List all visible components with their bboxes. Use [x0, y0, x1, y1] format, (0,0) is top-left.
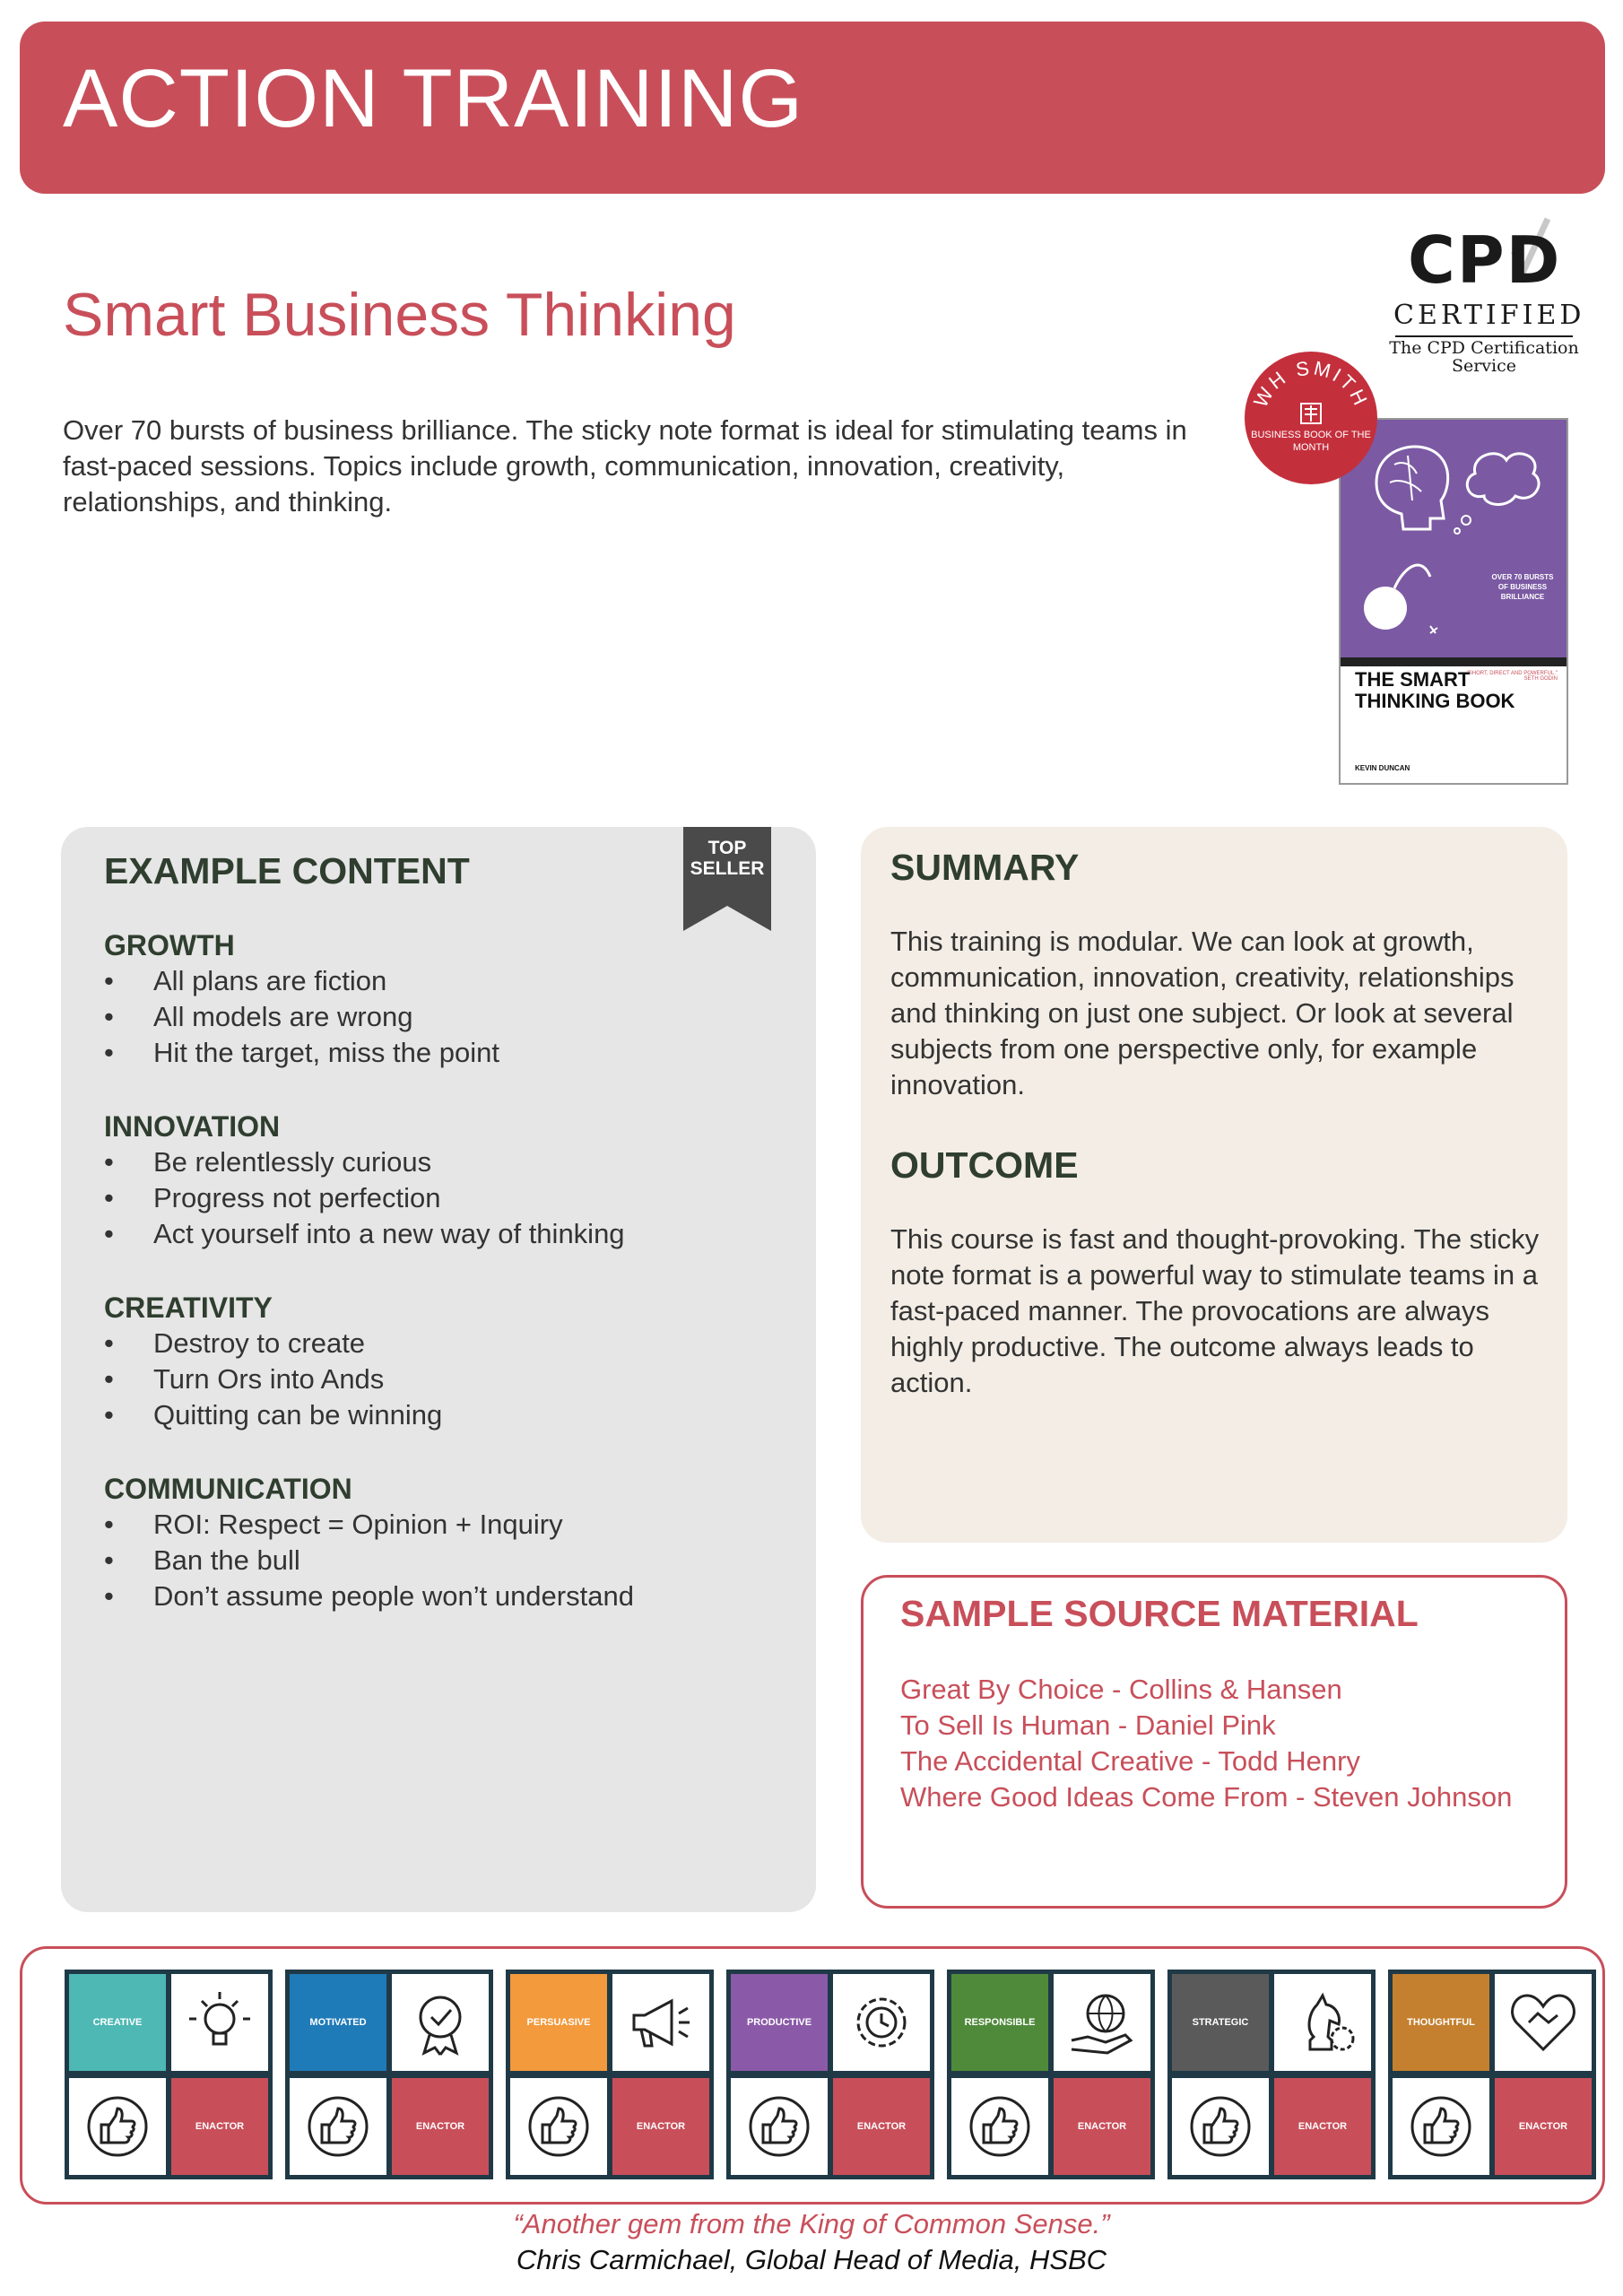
list-item-text: All plans are fiction [153, 965, 387, 996]
cpd-logo-text: CPD [1408, 222, 1562, 298]
trait-label: MOTIVATED [309, 2017, 367, 2028]
list-item-text: Destroy to create [153, 1327, 366, 1359]
cpd-certified-text: CERTIFIED [1393, 300, 1585, 331]
thumbs-up-icon [743, 2091, 815, 2162]
trait-label: STRATEGIC [1192, 2017, 1249, 2028]
book-cover-bar [1341, 657, 1567, 666]
book-bursts-text: OVER 70 BURSTS OF BUSINESS BRILLIANCE [1491, 573, 1554, 601]
trait-label-cell [1172, 1974, 1269, 2071]
header-title: ACTION TRAINING [63, 53, 804, 144]
list-item-text: Ban the bull [153, 1544, 300, 1576]
trait-card-persuasive [506, 1970, 714, 2179]
source-item: Great By Choice - Collins & Hansen [900, 1674, 1342, 1705]
cpd-divider [1395, 335, 1573, 337]
trait-icon-cell [833, 1974, 930, 2071]
thumbs-up-cell [510, 2078, 607, 2175]
category-creativity: CREATIVITY [104, 1292, 273, 1324]
trait-icon-cell [1495, 1974, 1592, 2071]
whsmith-name-path: WH SMITH [1249, 356, 1373, 412]
book-quote: "SHORT, DIRECT AND POWERFUL." SETH GODIN [1466, 671, 1558, 682]
trait-role: ENACTOR [1298, 2121, 1348, 2132]
gear-clock-icon [846, 1987, 917, 2058]
example-content-title: EXAMPLE CONTENT [104, 850, 470, 891]
chess-knight-icon [1287, 1987, 1358, 2058]
source-item: The Accidental Creative - Todd Henry [900, 1745, 1360, 1777]
testimonial-quote: “Another gem from the King of Common Sense.” [513, 2208, 1110, 2239]
list-item-text: Act yourself into a new way of thinking [153, 1218, 625, 1249]
testimonial-author: Chris Carmichael, Global Head of Media, HSBC [516, 2244, 1107, 2275]
trait-icon-cell [171, 1974, 268, 2071]
list-item-text: Don’t assume people won’t understand [153, 1580, 634, 1612]
trait-label-cell [510, 1974, 607, 2071]
trait-role: ENACTOR [195, 2121, 245, 2132]
summary-title: SUMMARY [890, 847, 1080, 888]
trait-label: PERSUASIVE [526, 2017, 591, 2028]
trait-icon-cell [1274, 1974, 1371, 2071]
trait-label-cell [951, 1974, 1048, 2071]
thumbs-up-cell [731, 2078, 828, 2175]
trait-role: ENACTOR [636, 2121, 686, 2132]
trait-role-cell [1495, 2078, 1592, 2175]
trait-icon-cell [1054, 1974, 1150, 2071]
award-badge-icon [404, 1987, 476, 2058]
trait-role: ENACTOR [415, 2121, 465, 2132]
book-author: KEVIN DUNCAN [1355, 764, 1410, 772]
trait-label-cell [290, 1974, 386, 2071]
list-item-text: ROI: Respect = Opinion + Inquiry [153, 1509, 563, 1540]
cpd-logo [1381, 215, 1587, 377]
course-title: Smart Business Thinking [63, 281, 736, 349]
source-item: Where Good Ideas Come From - Steven Johnson [900, 1781, 1513, 1813]
trait-role-cell [1054, 2078, 1150, 2175]
whsmith-badge [1245, 352, 1377, 484]
top-seller-text: TOP SELLER [690, 838, 765, 879]
whsmith-award-text: BUSINESS BOOK OF THE MONTH [1251, 430, 1371, 453]
megaphone-icon [625, 1987, 697, 2058]
category-communication: COMMUNICATION [104, 1473, 352, 1505]
category-growth: GROWTH [104, 929, 235, 961]
trait-card-productive [726, 1970, 934, 2179]
trait-role: ENACTOR [1518, 2121, 1568, 2132]
list-item-text: Hit the target, miss the point [153, 1037, 499, 1068]
trait-role-cell [833, 2078, 930, 2175]
whsmith-badge-ring [1245, 352, 1377, 484]
source-material-list [900, 1672, 1512, 1815]
trait-card-responsible [947, 1970, 1155, 2179]
trait-role-cell [612, 2078, 709, 2175]
trait-label: PRODUCTIVE [746, 2017, 812, 2028]
course-intro: Over 70 bursts of business brilliance. The sticky note format is ideal for stimulating teams in fast-paced sessions. Topics include growth, communication, innovation, creativity, relationships, and thinking. [63, 414, 1187, 517]
trait-label-cell [1393, 1974, 1489, 2071]
trait-role: ENACTOR [1077, 2121, 1127, 2132]
trait-card-thoughtful [1388, 1970, 1596, 2179]
trait-icon-cell [392, 1974, 489, 2071]
trait-label: RESPONSIBLE [964, 2017, 1036, 2028]
trait-label: CREATIVE [92, 2017, 143, 2028]
heart-handshake-icon [1507, 1987, 1579, 2058]
trait-role: ENACTOR [856, 2121, 907, 2132]
thumbs-up-cell [1393, 2078, 1489, 2175]
cpd-service-text: The CPD Certification Service [1389, 338, 1579, 376]
outcome-title: OUTCOME [890, 1144, 1079, 1186]
trait-label: THOUGHTFUL [1407, 2017, 1475, 2028]
outcome-text: This course is fast and thought-provoking. The sticky note format is a powerful way to stimulate teams in a fast-paced manner. The provocations are always highly productive. The outcome always leads to action. [890, 1223, 1540, 1398]
thumbs-up-icon [1405, 2091, 1477, 2162]
lightbulb-icon [184, 1987, 256, 2058]
book-title: THE SMART THINKING BOOK [1355, 668, 1515, 712]
thumbs-up-icon [1185, 2091, 1256, 2162]
trait-card-strategic [1167, 1970, 1376, 2179]
list-item-text: Turn Ors into Ands [153, 1363, 385, 1395]
thumbs-up-icon [523, 2091, 595, 2162]
thumbs-up-cell [69, 2078, 166, 2175]
top-seller-ribbon [683, 827, 771, 931]
thumbs-up-cell [290, 2078, 386, 2175]
source-item: To Sell Is Human - Daniel Pink [900, 1709, 1276, 1741]
thumbs-up-icon [302, 2091, 374, 2162]
trait-role-cell [171, 2078, 268, 2175]
trait-card-motivated [285, 1970, 493, 2179]
thumbs-up-icon [82, 2091, 153, 2162]
trait-label-cell [731, 1974, 828, 2071]
summary-text: This training is modular. We can look at growth, communication, innovation, creativity, relationships and thinking on just one subject. Or look at several subjects from one perspective only, for example innovation. [890, 926, 1515, 1100]
category-innovation: INNOVATION [104, 1110, 281, 1143]
list-item-text: Be relentlessly curious [153, 1146, 432, 1178]
list-item-text: All models are wrong [153, 1001, 413, 1032]
trait-card-creative [65, 1970, 273, 2179]
list-item-text: Quitting can be winning [153, 1399, 443, 1431]
trait-label-cell [69, 1974, 166, 2071]
thumbs-up-cell [1172, 2078, 1269, 2175]
thumbs-up-cell [951, 2078, 1048, 2175]
list-item-text: Progress not perfection [153, 1182, 441, 1213]
trait-role-cell [392, 2078, 489, 2175]
trait-icon-cell [612, 1974, 709, 2071]
globe-hand-icon [1066, 1987, 1138, 2058]
trait-role-cell [1274, 2078, 1371, 2175]
source-material-title: SAMPLE SOURCE MATERIAL [900, 1593, 1419, 1634]
thumbs-up-icon [964, 2091, 1036, 2162]
